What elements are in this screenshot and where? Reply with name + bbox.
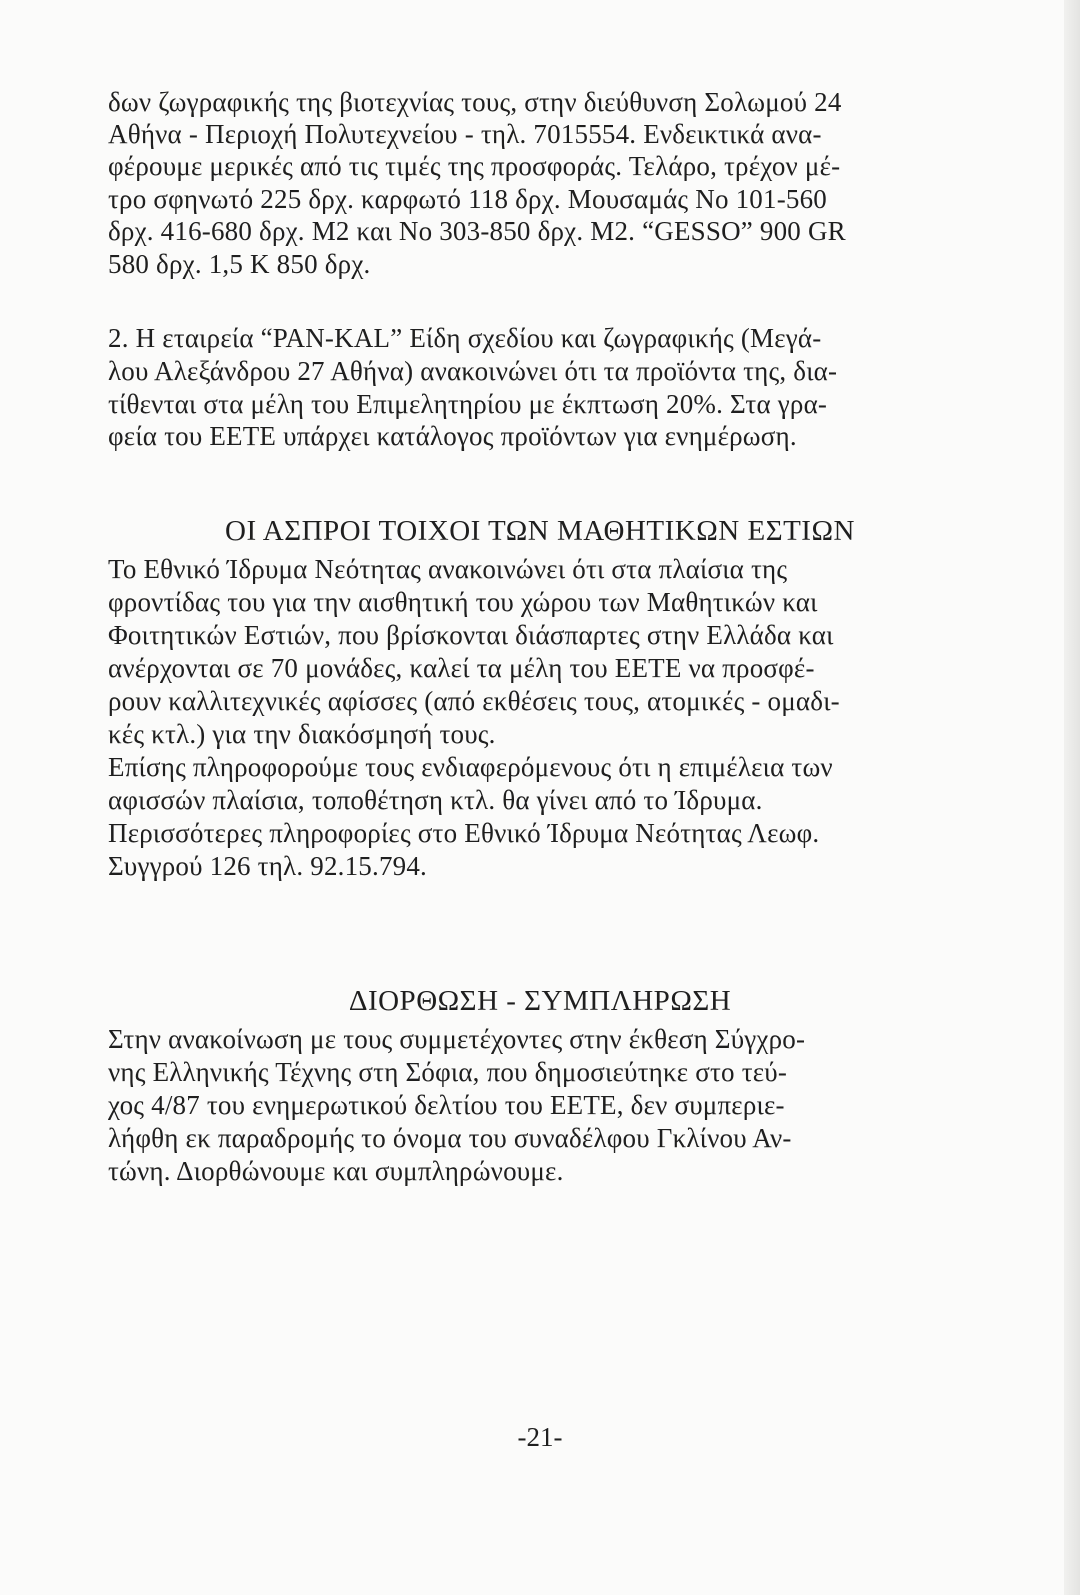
text-line: νης Ελληνικής Τέχνης στη Σόφια, που δημοσιεύτηκε στο τεύ- xyxy=(108,1057,788,1087)
text-line: Φοιτητικών Εστιών, που βρίσκονται διάσπαρτες στην Ελλάδα και xyxy=(108,620,834,650)
text-line: χος 4/87 του ενημερωτικού δελτίου του ΕΕΤΕ, δεν συμπεριε- xyxy=(108,1090,785,1120)
text-line: λήφθη εκ παραδρομής το όνομα του συναδέλφου Γκλίνου Αν- xyxy=(108,1123,792,1153)
text-line: 2. Η εταιρεία “PAN-KAL” Είδη σχεδίου και ζωγραφικής (Μεγά- xyxy=(108,323,822,353)
text-line: τώνη. Διορθώνουμε και συμπληρώνουμε. xyxy=(108,1156,564,1186)
section-heading-correction: ΔΙΟΡΘΩΣΗ - ΣΥΜΠΛΗΡΩΣΗ xyxy=(348,985,732,1017)
text-line: ανέρχονται σε 70 μονάδες, καλεί τα μέλη του ΕΕΤΕ να προσφέ- xyxy=(108,653,815,683)
text-line: Αθήνα - Περιοχή Πολυτεχνείου - τηλ. 7015554. Ενδεικτικά ανα- xyxy=(108,119,822,149)
page-number: -21- xyxy=(517,1422,563,1452)
text-line: Συγγρού 126 τηλ. 92.15.794. xyxy=(108,851,427,881)
text-line: κές κτλ.) για την διακόσμησή τους. xyxy=(108,719,496,749)
text-line: 580 δρχ. 1,5 Κ 850 δρχ. xyxy=(108,249,371,279)
page-edge-shadow xyxy=(1064,0,1080,1595)
text-line: Επίσης πληροφορούμε τους ενδιαφερόμενους ότι η επιμέλεια των xyxy=(108,752,833,782)
section-heading-white-walls: ΟΙ ΑΣΠΡΟΙ ΤΟΙΧΟΙ ΤΩΝ ΜΑΘΗΤΙΚΩΝ ΕΣΤΙΩΝ xyxy=(225,515,855,547)
text-line: Περισσότερες πληροφορίες στο Εθνικό Ίδρυμα Νεότητας Λεωφ. xyxy=(108,818,820,848)
text-line: ρουν καλλιτεχνικές αφίσσες (από εκθέσεις τους, ατομικές - ομαδι- xyxy=(108,686,840,716)
text-line: λου Αλεξάνδρου 27 Αθήνα) ανακοινώνει ότι τα προϊόντα της, δια- xyxy=(108,356,838,386)
text-line: δρχ. 416-680 δρχ. Μ2 και Νο 303-850 δρχ. Μ2. “GESSO” 900 GR xyxy=(108,216,846,246)
text-line: φροντίδας του για την αισθητική του χώρου των Μαθητικών και xyxy=(108,587,818,617)
text-line: αφισσών πλαίσια, τοποθέτηση κτλ. θα γίνει από το Ίδρυμα. xyxy=(108,785,763,815)
text-line: φέρουμε μερικές από τις τιμές της προσφοράς. Τελάρο, τρέχον μέ- xyxy=(108,151,841,181)
text-line: Στην ανακοίνωση με τους συμμετέχοντες στην έκθεση Σύγχρο- xyxy=(108,1024,806,1054)
text-line: τρο σφηνωτό 225 δρχ. καρφωτό 118 δρχ. Μουσαμάς Νο 101-560 xyxy=(108,184,827,214)
text-line: τίθενται στα μέλη του Επιμελητηρίου με έκπτωση 20%. Στα γρα- xyxy=(108,389,828,419)
text-line: δων ζωγραφικής της βιοτεχνίας τους, στην διεύθυνση Σολωμού 24 xyxy=(108,87,842,117)
text-line: φεία του ΕΕΤΕ υπάρχει κατάλογος προϊόντων για ενημέρωση. xyxy=(108,421,797,451)
text-line: Το Εθνικό Ίδρυμα Νεότητας ανακοινώνει ότι στα πλαίσια της xyxy=(108,554,788,584)
